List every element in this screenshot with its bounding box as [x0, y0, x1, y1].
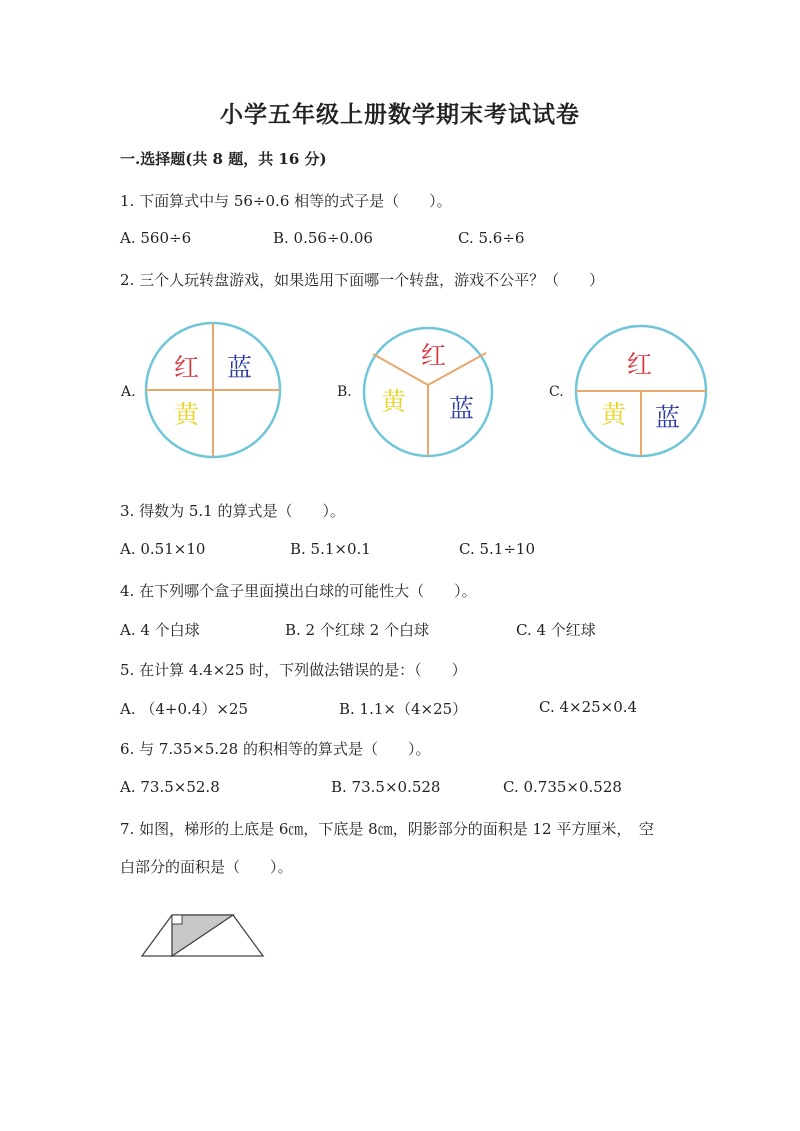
page-title: 小学五年级上册数学期末考试试卷: [220, 101, 580, 128]
section-heading: 一.选择题(共 8 题，共 16 分): [120, 150, 327, 168]
spinner-c-red: 红: [627, 350, 653, 379]
q1-option-a: A. 560÷6: [120, 229, 192, 247]
spinner-c: [573, 323, 709, 459]
spinner-b-red: 红: [421, 341, 447, 370]
question-6: 6. 与 7.35×5.28 的积相等的算式是（ ）。: [120, 740, 431, 758]
question-5: 5. 在计算 4.4×25 时，下列做法错误的是：（ ）: [120, 661, 467, 679]
question-7-line-1: 7. 如图，梯形的上底是 6㎝，下底是 8㎝，阴影部分的面积是 12 平方厘米， 空: [120, 820, 654, 838]
q5-option-b: B. 1.1×（4×25）: [339, 700, 468, 718]
q2-option-c: C.: [549, 384, 564, 400]
spinner-b-yellow: 黄: [381, 387, 407, 416]
q1-option-b: B. 0.56÷0.06: [273, 229, 373, 247]
q6-option-b: B. 73.5×0.528: [331, 778, 441, 796]
trapezoid-figure: [140, 912, 266, 960]
spinner-b: [361, 325, 495, 459]
spinner-b-blue: 蓝: [449, 394, 475, 423]
spinner-a-red: 红: [174, 353, 200, 382]
spinner-a-blue: 蓝: [227, 353, 253, 382]
spinner-c-yellow: 黄: [601, 400, 627, 429]
q6-option-a: A. 73.5×52.8: [120, 778, 220, 796]
q3-option-c: C. 5.1÷10: [459, 540, 535, 558]
question-7-line-2: 白部分的面积是（ ）。: [120, 858, 293, 876]
q5-option-a: A. （4+0.4）×25: [120, 700, 248, 718]
spinner-a-yellow: 黄: [174, 400, 200, 429]
question-3: 3. 得数为 5.1 的算式是（ ）。: [120, 502, 345, 520]
q4-option-b: B. 2 个红球 2 个白球: [285, 621, 429, 639]
q3-option-b: B. 5.1×0.1: [290, 540, 371, 558]
q3-option-a: A. 0.51×10: [120, 540, 206, 558]
right-angle-marker: [172, 915, 182, 924]
q4-option-c: C. 4 个红球: [516, 621, 596, 639]
q2-option-b: B.: [337, 384, 352, 400]
q2-option-a: A.: [121, 384, 136, 400]
question-4: 4. 在下列哪个盒子里面摸出白球的可能性大（ ）。: [120, 582, 477, 600]
spinner-a: [144, 321, 284, 461]
q4-option-a: A. 4 个白球: [120, 621, 200, 639]
question-2: 2. 三个人玩转盘游戏，如果选用下面哪一个转盘，游戏不公平？（ ）: [120, 271, 605, 289]
q5-option-c: C. 4×25×0.4: [539, 698, 638, 716]
spinner-c-blue: 蓝: [655, 403, 681, 432]
question-1: 1. 下面算式中与 56÷0.6 相等的式子是（ ）。: [120, 192, 452, 210]
q6-option-c: C. 0.735×0.528: [503, 778, 622, 796]
q1-option-c: C. 5.6÷6: [458, 229, 525, 247]
